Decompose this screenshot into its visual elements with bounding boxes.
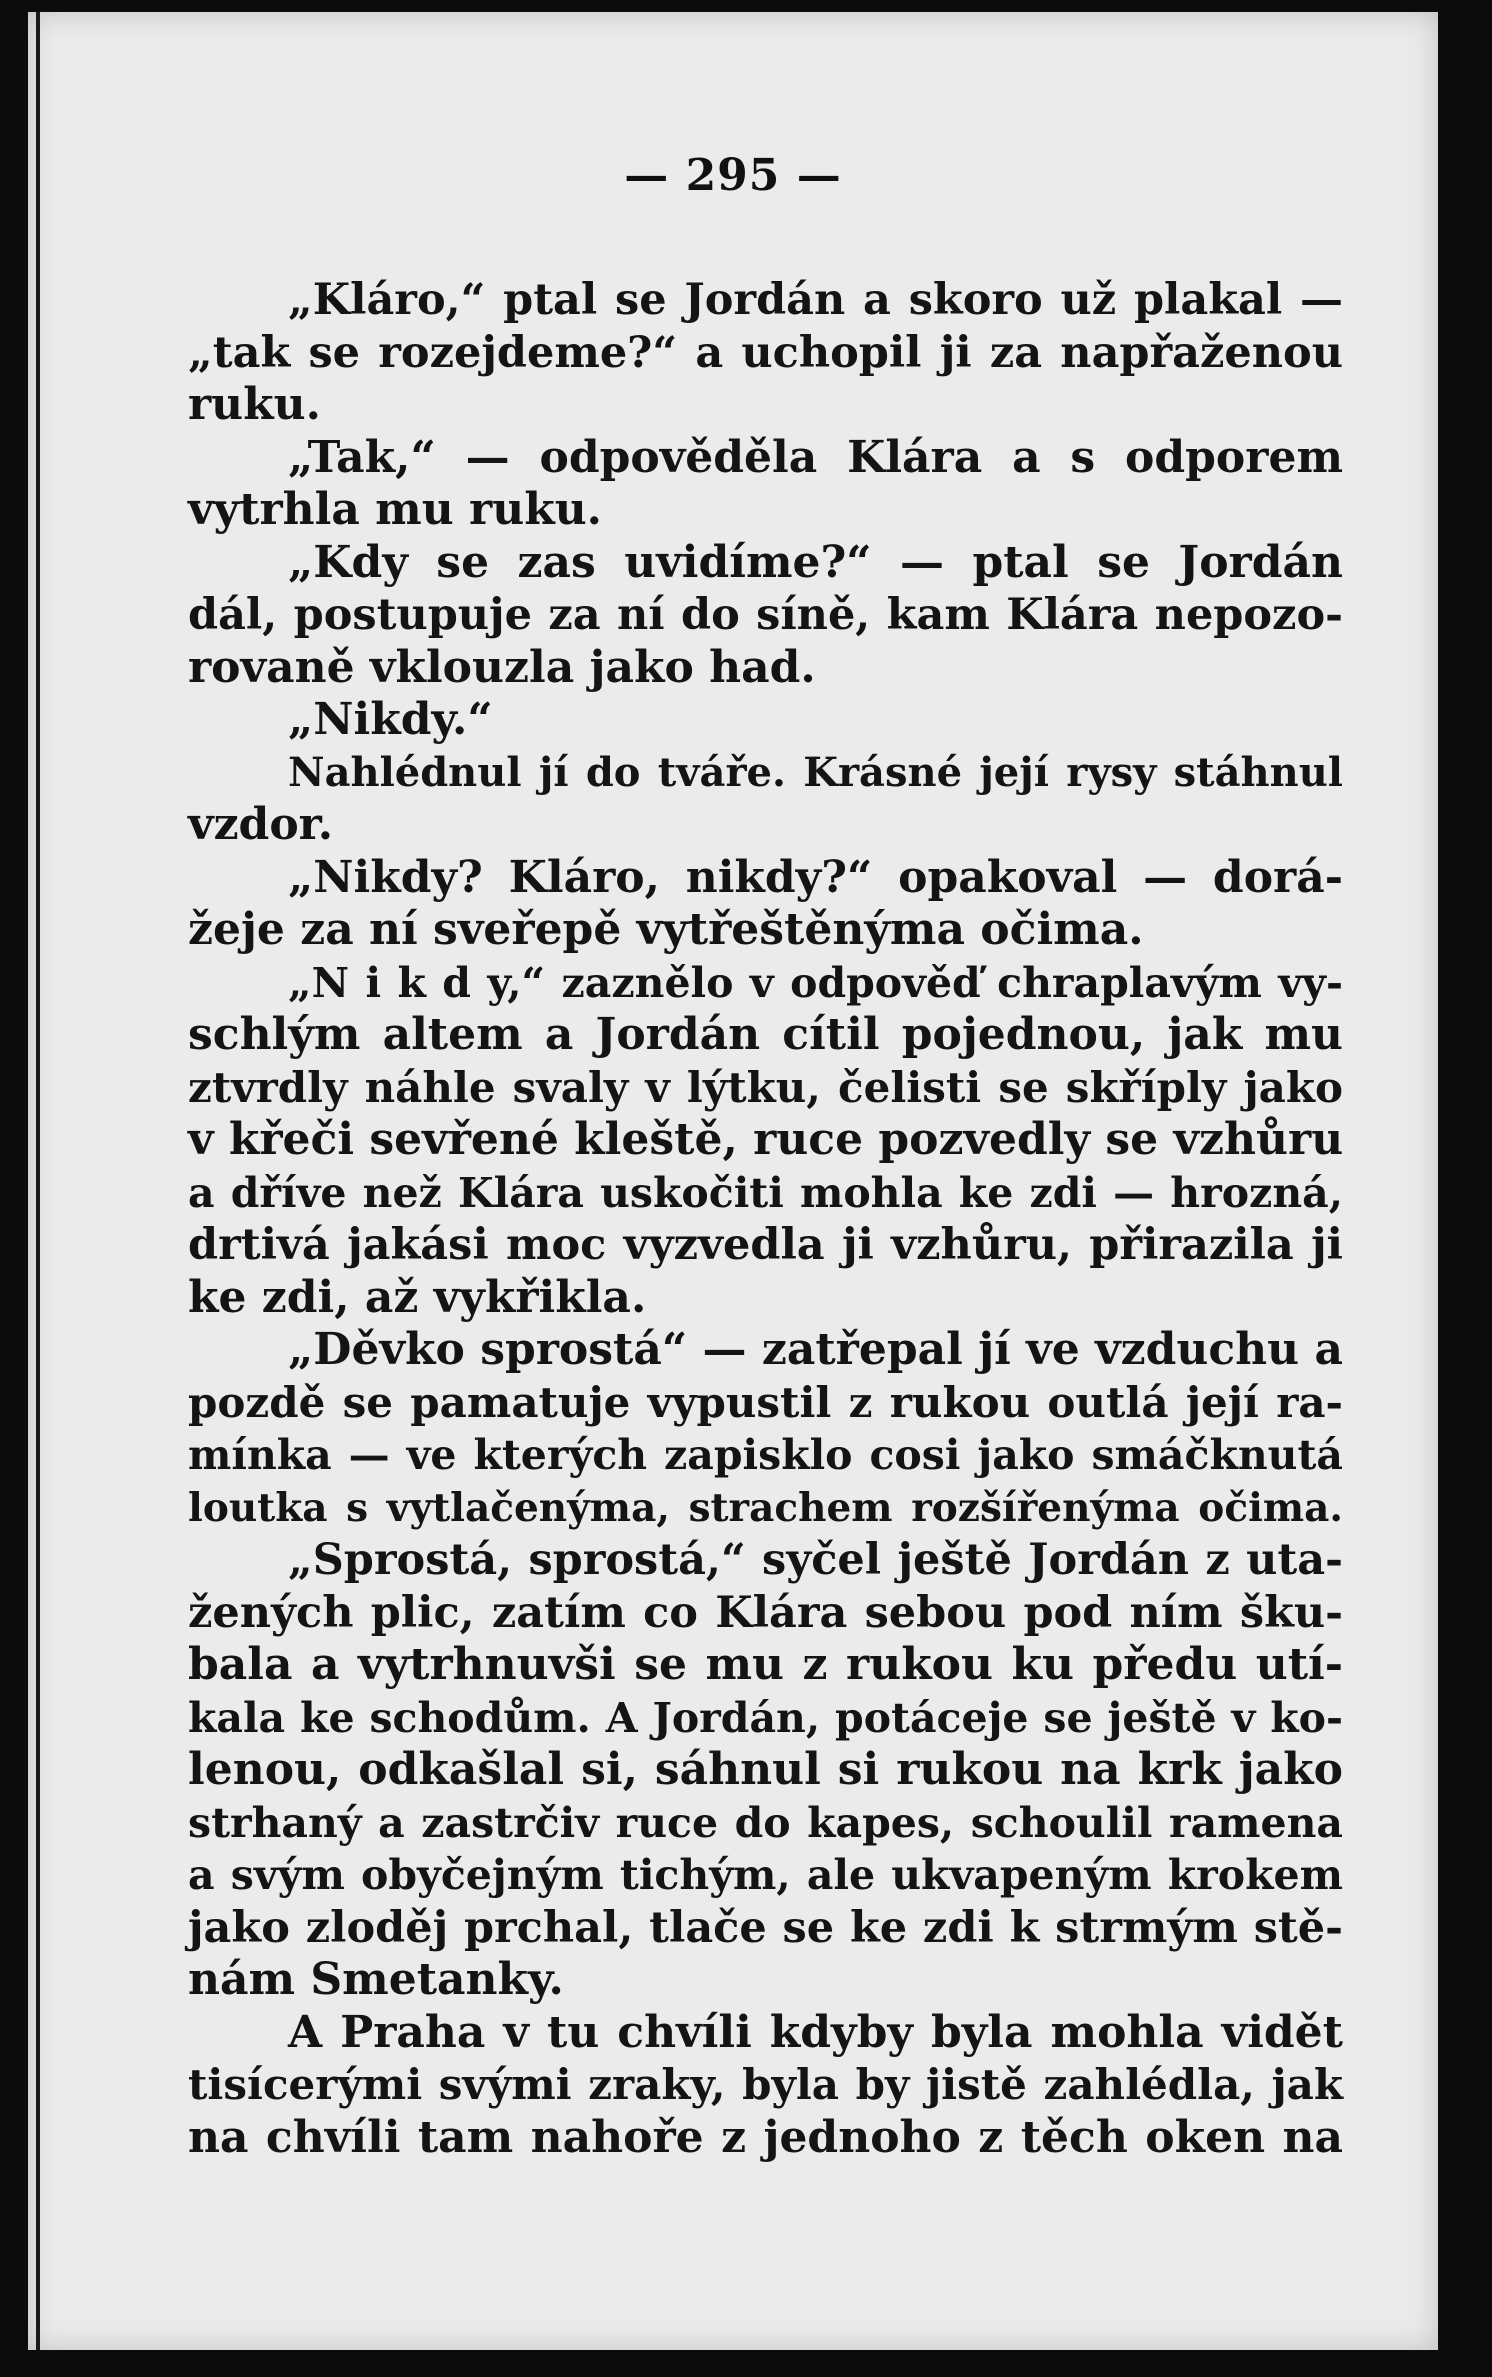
text-line: drtivá jakási moc vyzvedla ji vzhůru, přirazila ji — [188, 1220, 1343, 1270]
text-line: žeje za ní sveřepě vytřeštěnýma očima. — [188, 904, 1144, 955]
text-line: „Nikdy? Kláro, nikdy?“ opakoval — dorá- — [288, 851, 1343, 903]
text-line: a dříve než Klára uskočiti mohla ke zdi — hrozná, — [188, 1168, 1343, 1217]
text-line: A Praha v tu chvíli kdyby byla mohla vidět — [288, 2006, 1343, 2058]
text-line: ke zdi, až vykřikla. — [188, 1271, 647, 1323]
text-line: kala ke schodům. A Jordán, potáceje se ještě v ko- — [188, 1693, 1343, 1742]
text-line: nám Smetanky. — [188, 1954, 564, 2005]
text-line: lenou, odkašlal si, sáhnul si rukou na krk jako — [188, 1744, 1343, 1795]
text-line: a svým obyčejným tichým, ale ukvapeným krokem — [188, 1851, 1343, 1899]
text-line: schlým altem a Jordán cítil pojednou, jak mu — [188, 1009, 1343, 1060]
text-line: tisícerými svými zraky, byla by jistě zahlédla, jak — [188, 2060, 1343, 2109]
text-line: „Tak,“ — odpověděla Klára a s odporem — [288, 431, 1343, 483]
text-line: loutka s vytlačenýma, strachem rozšířenýma očima. — [188, 1484, 1343, 1531]
text-line: bala a vytrhnuvši se mu z rukou ku předu utí- — [188, 1639, 1343, 1690]
text-line: ztvrdly náhle svaly v lýtku, čelisti se skříply jako — [188, 1062, 1343, 1112]
text-line: „Kláro,“ ptal se Jordán a skoro už plakal — — [288, 275, 1343, 325]
text-line: „Kdy se zas uvidíme?“ — ptal se Jordán — [288, 536, 1343, 588]
body-text — [188, 274, 1343, 2164]
text-line: „Děvko sprostá“ — zatřepal jí ve vzduchu a — [288, 1324, 1343, 1375]
text-line: ruku. — [188, 379, 321, 430]
text-line: mínka — ve kterých zapisklo cosi jako smáčknutá — [188, 1431, 1343, 1479]
text-line: žených plic, zatím co Klára sebou pod ním šku- — [188, 1587, 1343, 1638]
page-number: — 295 — — [624, 150, 842, 201]
text-line: vzdor. — [188, 799, 334, 850]
text-line: Nahlédnul jí do tváře. Krásné její rysy stáhnul — [288, 748, 1343, 796]
text-line: rovaně vklouzla jako had. — [188, 641, 816, 693]
text-line: „Sprostá, sprostá,“ syčel ještě Jordán z uta- — [288, 1535, 1343, 1585]
book-page — [28, 12, 1438, 2350]
text-line: „tak se rozejdeme?“ a uchopil ji za napřaženou — [188, 327, 1343, 378]
text-line: vytrhla mu ruku. — [188, 484, 603, 535]
text-line: dál, postupuje za ní do síně, kam Klára nepozo- — [188, 590, 1343, 640]
text-line: jako zloděj prchal, tlače se ke zdi k strmým stě- — [188, 1902, 1343, 1953]
page-edge-rule — [36, 12, 40, 2350]
text-line: pozdě se pamatuje vypustil z rukou outlá její ra- — [188, 1377, 1343, 1427]
text-line: „N i k d y,“ zaznělo v odpověď chraplavým vy- — [288, 958, 1343, 1007]
text-line: strhaný a zastrčiv ruce do kapes, schoulil ramena — [188, 1798, 1343, 1847]
text-line: na chvíli tam nahoře z jednoho z těch oken na — [188, 2111, 1343, 2163]
text-line: „Nikdy.“ — [288, 694, 493, 745]
text-line: v křeči sevřené kleště, ruce pozvedly se vzhůru — [188, 1114, 1344, 1165]
